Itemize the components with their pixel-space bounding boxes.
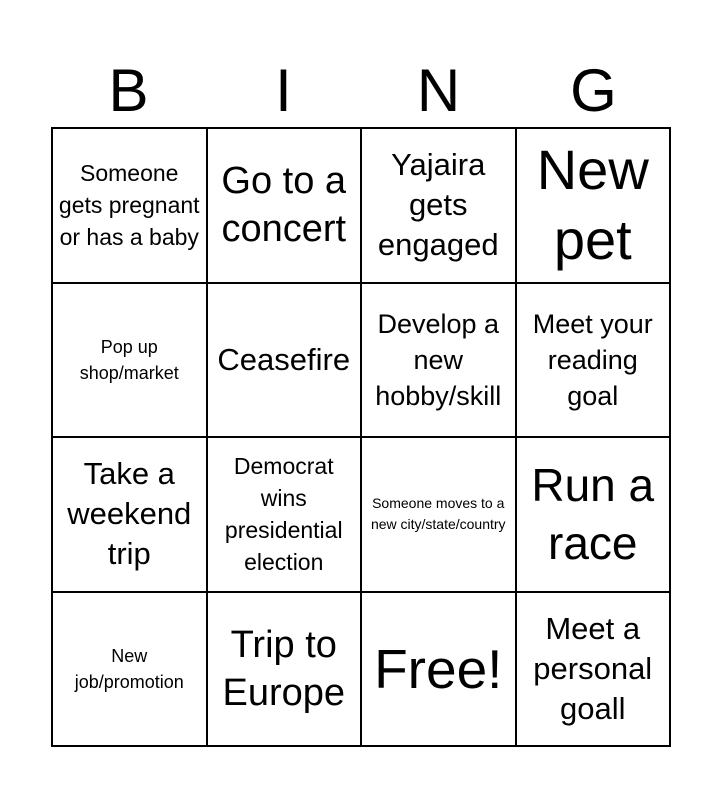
bingo-board: [51, 127, 671, 747]
bingo-cell-r4c3-free-space[interactable]: [361, 592, 516, 747]
bingo-cell-label: Develop a new hobby/skill: [375, 308, 502, 411]
bingo-cell-r2c1[interactable]: [52, 283, 207, 438]
bingo-cell-r3c1[interactable]: [52, 437, 207, 592]
bingo-cell-label: Yajaira gets engaged: [377, 147, 499, 263]
bingo-cell-label: Meet your reading goal: [532, 308, 653, 411]
bingo-cell-r3c4[interactable]: [516, 437, 671, 592]
bingo-cell-label: Free!: [374, 637, 503, 700]
bingo-cell-label: Take a weekend trip: [67, 456, 192, 572]
header-letter-i: I: [275, 57, 292, 124]
bingo-cell-label: Meet a personal goall: [533, 610, 653, 726]
header-letter-b: B: [108, 57, 149, 124]
bingo-cell-label: Go to a concert: [221, 160, 347, 251]
bingo-cell-label: New pet: [536, 138, 649, 272]
header-letter-n: N: [416, 57, 461, 124]
bingo-cell-label: Ceasefire: [217, 341, 351, 377]
bingo-cell-r2c4[interactable]: [516, 283, 671, 438]
bingo-cell-r1c4[interactable]: [516, 128, 671, 283]
bingo-header: [51, 56, 671, 126]
bingo-cell-r2c3[interactable]: [361, 283, 516, 438]
bingo-cell-r1c3[interactable]: [361, 128, 516, 283]
bingo-cell-r3c2[interactable]: [207, 437, 362, 592]
header-letter-g: G: [570, 57, 617, 124]
bingo-cell-label: Someone moves to a new city/state/country: [370, 495, 506, 533]
bingo-cell-label: Trip to Europe: [222, 623, 346, 714]
bingo-cell-r2c2[interactable]: [207, 283, 362, 438]
bingo-cell-r1c2[interactable]: [207, 128, 362, 283]
bingo-cell-r3c3[interactable]: [361, 437, 516, 592]
bingo-cell-label: Run a race: [531, 459, 655, 570]
bingo-cell-r4c2[interactable]: [207, 592, 362, 747]
bingo-cell-label: Democrat wins presidential election: [224, 453, 343, 576]
bingo-cell-label: Pop up shop/market: [79, 336, 179, 383]
bingo-cell-label: New job/promotion: [74, 645, 184, 692]
bingo-cell-label: Someone gets pregnant or has a baby: [58, 160, 200, 251]
bingo-cell-r1c1[interactable]: [52, 128, 207, 283]
bingo-cell-r4c1[interactable]: [52, 592, 207, 747]
bingo-cell-r4c4[interactable]: [516, 592, 671, 747]
